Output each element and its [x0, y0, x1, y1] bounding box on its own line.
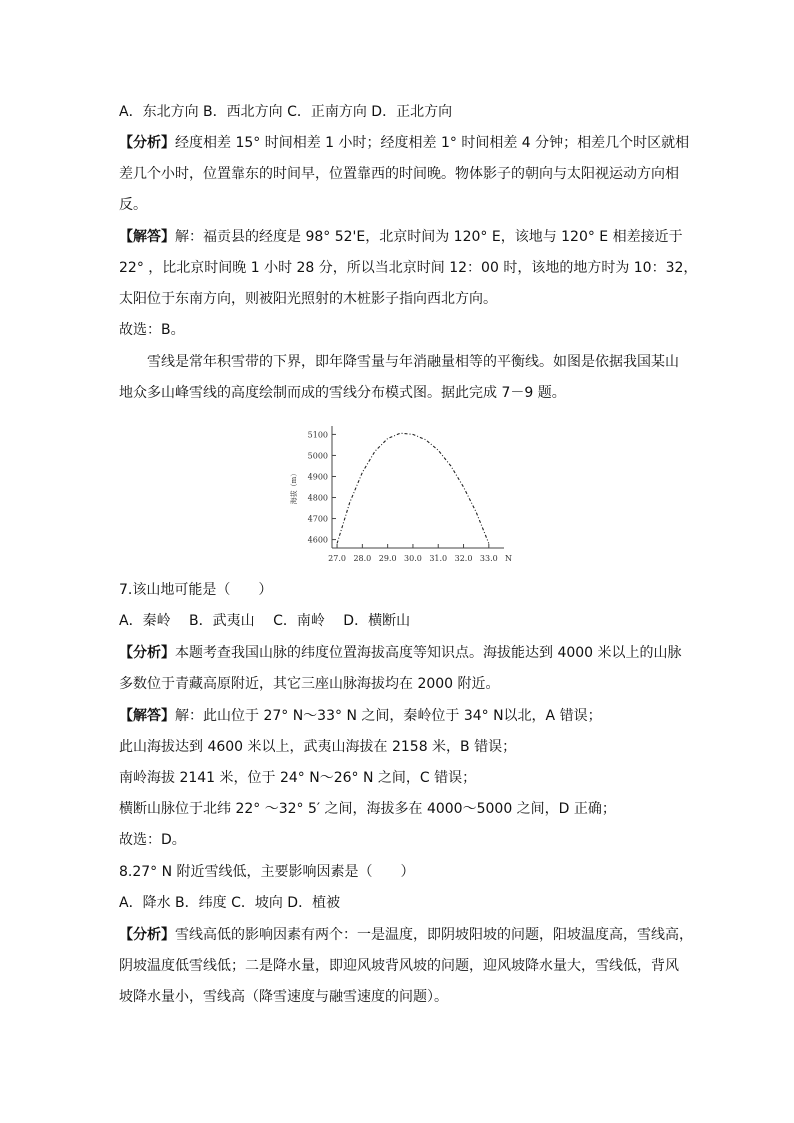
y-tick-label: 5100 — [307, 430, 328, 440]
x-tick-label: 30.0 — [404, 554, 422, 563]
y-tick-label: 5000 — [307, 451, 328, 461]
q7-choice: 故选：D。 — [119, 832, 186, 848]
snowline-chart — [282, 418, 512, 570]
q6-analysis-line-3: 反。 — [119, 197, 147, 213]
q6-options: A．东北方向 B．西北方向 C．正南方向 D．正北方向 — [119, 104, 453, 120]
q8-stem: 8.27° N 附近雪线低，主要影响因素是（ ） — [119, 864, 415, 880]
x-tick-label: 29.0 — [378, 554, 397, 563]
q7-stem: 7.该山地可能是（ ） — [119, 582, 273, 598]
y-tick-label: 4800 — [307, 493, 328, 503]
intro-line-2: 地众多山峰雪线的高度绘制而成的雪线分布模式图。据此完成 7－9 题。 — [119, 385, 566, 401]
q6-analysis-line-2: 差几个小时，位置靠东的时间早，位置靠西的时间晚。物体影子的朝向与太阳视运动方向相 — [119, 166, 679, 182]
intro-line-1: 雪线是常年积雪带的下界，即年降雪量与年消融量相等的平衡线。如图是依据我国某山 — [147, 354, 679, 370]
analysis-tag: 【分析】 — [119, 135, 175, 151]
answer-tag: 【解答】 — [119, 708, 175, 724]
analysis-text: 本题考查我国山脉的纬度位置海拔高度等知识点。海拔能达到 4000 米以上的山脉 — [175, 645, 682, 661]
answer-tag: 【解答】 — [119, 229, 175, 245]
x-tick-label: 31.0 — [429, 554, 448, 563]
x-axis-unit: N — [505, 554, 512, 563]
x-tick-label: 27.0 — [328, 554, 346, 563]
analysis-text: 经度相差 15° 时间相差 1 小时；经度相差 1° 时间相差 4 分钟；相差几个时区就相 — [175, 135, 690, 151]
y-tick-label: 4600 — [307, 535, 328, 545]
q7-analysis-line-1 — [119, 643, 694, 663]
q8-analysis-line-3: 坡降水量小，雪线高（降雪速度与融雪速度的问题）。 — [119, 989, 448, 1005]
snowline-curve — [337, 433, 489, 543]
q7-answer-line-1 — [119, 706, 694, 726]
q7-analysis-line-2: 多数位于青藏高原附近，其它三座山脉海拔均在 2000 附近。 — [119, 676, 500, 692]
q6-answer-line-2: 22° ，比北京时间晚 1 小时 28 分，所以当北京时间 12：00 时，该地的地方时为 10：32， — [119, 260, 698, 276]
y-tick-label: 4700 — [307, 514, 328, 524]
q6-answer-line-3: 太阳位于东南方向，则被阳光照射的木桩影子指向西北方向。 — [119, 291, 497, 307]
q6-choice: 故选：B。 — [119, 322, 185, 338]
analysis-tag: 【分析】 — [119, 927, 175, 943]
x-tick-label: 32.0 — [454, 554, 473, 563]
q7-answer-line-3: 南岭海拔 2141 米，位于 24° N～26° N 之间，C 错误； — [119, 770, 477, 786]
analysis-text: 雪线高低的影响因素有两个：一是温度，即阴坡阳坡的问题，阳坡温度高，雪线高， — [175, 927, 693, 943]
answer-text: 解：福贡县的经度是 98° 52'E，北京时间为 120° E，该地与 120° E 相差接近于 — [175, 229, 683, 245]
q7-answer-line-4: 横断山脉位于北纬 22° ～32° 5′ 之间，海拔多在 4000～5000 之间，D 正确； — [119, 801, 616, 817]
y-tick-label: 4900 — [307, 472, 328, 482]
y-axis-label: 海拔（m） — [290, 469, 298, 505]
x-tick-label: 28.0 — [353, 554, 372, 563]
x-tick-label: 33.0 — [479, 554, 498, 563]
analysis-tag: 【分析】 — [119, 645, 175, 661]
q8-options: A．降水 B．纬度 C．坡向 D．植被 — [119, 895, 341, 911]
q7-answer-line-2: 此山海拔达到 4600 米以上，武夷山海拔在 2158 米，B 错误； — [119, 739, 517, 755]
q6-answer-line-1 — [119, 227, 694, 247]
answer-text: 解：此山位于 27° N～33° N 之间，秦岭位于 34° N以北，A 错误； — [175, 708, 602, 724]
q8-analysis-line-1 — [119, 925, 694, 945]
q8-analysis-line-2: 阴坡温度低雪线低；二是降水量，即迎风坡背风坡的问题，迎风坡降水量大，雪线低，背风 — [119, 958, 679, 974]
q6-analysis-line-1 — [119, 133, 694, 153]
q7-options: A．秦岭 B．武夷山 C．南岭 D．横断山 — [119, 613, 411, 629]
